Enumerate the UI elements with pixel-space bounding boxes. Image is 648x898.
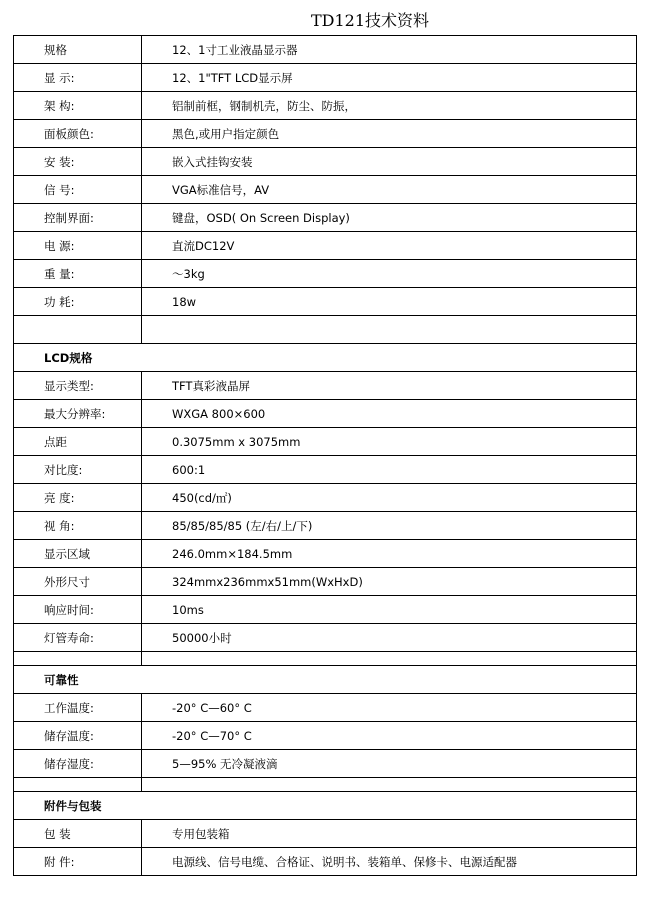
spec-row (14, 400, 637, 428)
spec-row (14, 456, 637, 484)
spec-row (14, 540, 637, 568)
spec-value: 5—95% 无冷凝液滴 (142, 750, 637, 778)
spec-value: ～3kg (142, 260, 637, 288)
spec-row (14, 848, 637, 876)
spec-key: 显示区域 (14, 540, 142, 568)
spec-key: 规格 (14, 36, 142, 64)
spec-key: 外形尺寸 (14, 568, 142, 596)
spec-key: 对比度: (14, 456, 142, 484)
spec-row (14, 36, 637, 64)
spec-row (14, 722, 637, 750)
spec-row (14, 372, 637, 400)
spec-value: 50000小时 (142, 624, 637, 652)
spec-row (14, 484, 637, 512)
spec-key: 控制界面: (14, 204, 142, 232)
spec-table (13, 35, 637, 876)
spec-row (14, 568, 637, 596)
spec-row (14, 148, 637, 176)
spec-value: -20° C—60° C (142, 694, 637, 722)
spec-value: 0.3075mm x 3075mm (142, 428, 637, 456)
spec-key: 安 装: (14, 148, 142, 176)
blank-cell (14, 778, 142, 792)
blank-row (14, 778, 637, 792)
blank-cell (142, 652, 637, 666)
spec-row (14, 64, 637, 92)
spec-row (14, 260, 637, 288)
blank-cell (142, 316, 637, 344)
spec-row (14, 288, 637, 316)
blank-cell (14, 652, 142, 666)
section-title: LCD规格 (14, 344, 637, 372)
spec-row (14, 92, 637, 120)
spec-row (14, 624, 637, 652)
section-title: 附件与包装 (14, 792, 637, 820)
spec-value: 246.0mm×184.5mm (142, 540, 637, 568)
spec-value: TFT真彩液晶屏 (142, 372, 637, 400)
spec-key: 架 构: (14, 92, 142, 120)
spec-key: 显示类型: (14, 372, 142, 400)
spec-key: 电 源: (14, 232, 142, 260)
spec-value: 铝制前框，钢制机壳，防尘、防振， (142, 92, 637, 120)
blank-cell (14, 316, 142, 344)
spec-key: 储存湿度: (14, 750, 142, 778)
spec-table-body (14, 36, 637, 876)
blank-cell (142, 778, 637, 792)
spec-row (14, 120, 637, 148)
spec-row (14, 694, 637, 722)
blank-row (14, 652, 637, 666)
section-header-row (14, 792, 637, 820)
spec-row (14, 820, 637, 848)
spec-value: 黑色,或用户指定颜色 (142, 120, 637, 148)
spec-key: 储存温度: (14, 722, 142, 750)
spec-key: 灯管寿命: (14, 624, 142, 652)
section-header-row (14, 344, 637, 372)
spec-value: 10ms (142, 596, 637, 624)
spec-row (14, 428, 637, 456)
section-title: 可靠性 (14, 666, 637, 694)
spec-key: 视 角: (14, 512, 142, 540)
spec-key: 功 耗: (14, 288, 142, 316)
spec-row (14, 232, 637, 260)
blank-row (14, 316, 637, 344)
spec-key: 工作温度: (14, 694, 142, 722)
spec-row (14, 750, 637, 778)
spec-value: 键盘，OSD( On Screen Display) (142, 204, 637, 232)
spec-key: 响应时间: (14, 596, 142, 624)
spec-value: 450(cd/㎡) (142, 484, 637, 512)
spec-value: 324mmx236mmx51mm(WxHxD) (142, 568, 637, 596)
spec-row (14, 204, 637, 232)
spec-value: 12、1寸工业液晶显示器 (142, 36, 637, 64)
spec-key: 点距 (14, 428, 142, 456)
spec-value: 嵌入式挂钩安装 (142, 148, 637, 176)
spec-value: 85/85/85/85 (左/右/上/下) (142, 512, 637, 540)
spec-key: 附 件: (14, 848, 142, 876)
spec-key: 包 装 (14, 820, 142, 848)
spec-value: 专用包装箱 (142, 820, 637, 848)
spec-value: 18w (142, 288, 637, 316)
spec-row (14, 176, 637, 204)
spec-row (14, 596, 637, 624)
spec-value: 600:1 (142, 456, 637, 484)
spec-value: 电源线、信号电缆、合格证、说明书、装箱单、保修卡、电源适配器 (142, 848, 637, 876)
section-header-row (14, 666, 637, 694)
spec-key: 信 号: (14, 176, 142, 204)
spec-value: -20° C—70° C (142, 722, 637, 750)
document-title: TD121技术资料 (310, 11, 430, 30)
spec-key: 面板颜色: (14, 120, 142, 148)
spec-value: WXGA 800×600 (142, 400, 637, 428)
spec-key: 显 示: (14, 64, 142, 92)
spec-key: 最大分辨率: (14, 400, 142, 428)
spec-value: 直流DC12V (142, 232, 637, 260)
spec-value: 12、1"TFT LCD显示屏 (142, 64, 637, 92)
spec-value: VGA标准信号，AV (142, 176, 637, 204)
spec-row (14, 512, 637, 540)
spec-key: 亮 度: (14, 484, 142, 512)
spec-key: 重 量: (14, 260, 142, 288)
